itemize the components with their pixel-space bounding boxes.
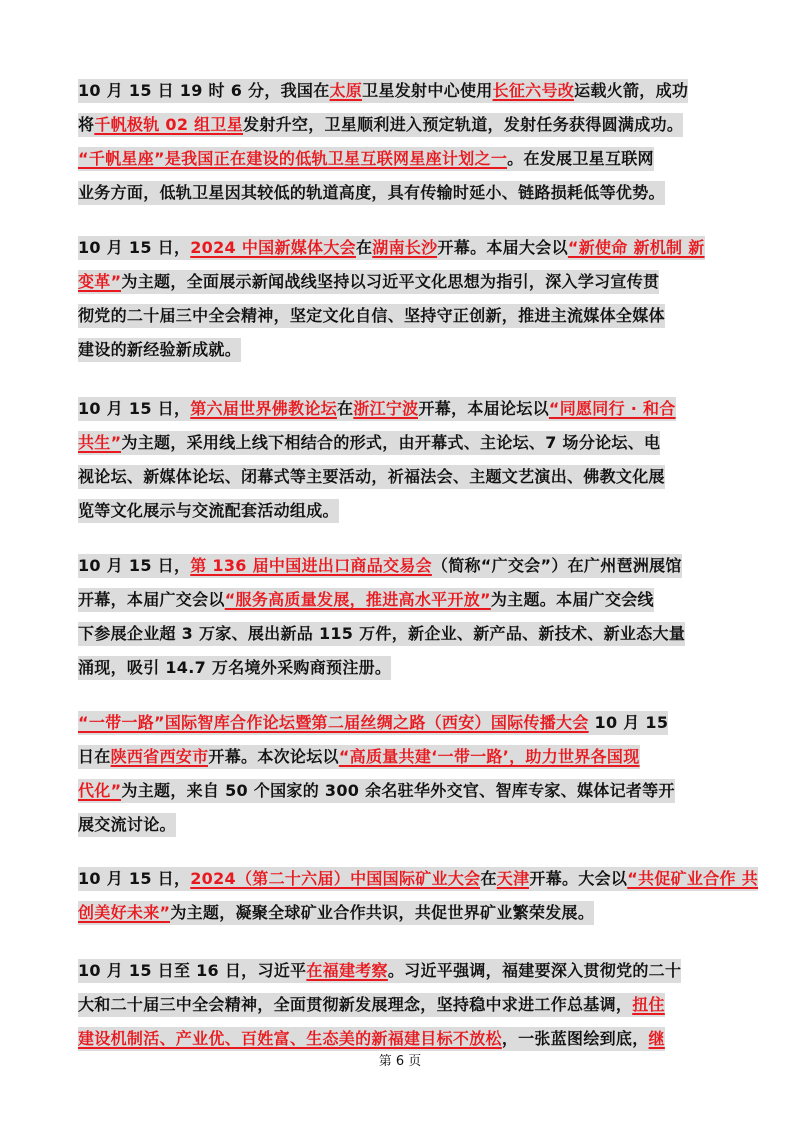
body-text: 开幕。大会以 xyxy=(529,867,627,891)
text-line xyxy=(78,896,726,930)
highlighted-keyword: “新使命 新机制 新 xyxy=(568,236,705,260)
body-text: 开幕，本届论坛以 xyxy=(418,397,548,421)
text-line xyxy=(78,808,726,842)
text-line xyxy=(78,426,726,460)
highlighted-keyword: 共生” xyxy=(78,431,121,455)
highlighted-keyword: “共促矿业合作 共 xyxy=(627,867,758,891)
body-text: ，一张蓝图绘到底， xyxy=(502,1027,649,1051)
text-line xyxy=(78,549,726,583)
text-line xyxy=(78,176,726,210)
body-text: 下参展企业超 3 万家、展出新品 115 万件，新企业、新产品、新技术、新业态大量 xyxy=(78,622,685,646)
text-line xyxy=(78,988,726,1022)
body-text: 为主题，采用线上线下相结合的形式，由开幕式、主论坛、7 场分论坛、电 xyxy=(121,431,660,455)
text-line xyxy=(78,774,726,808)
news-paragraph-4 xyxy=(78,549,726,685)
body-text: 10 月 15 日， xyxy=(78,236,190,260)
highlighted-keyword: 第六届世界佛教论坛 xyxy=(190,397,337,421)
highlighted-keyword: 代化” xyxy=(78,779,121,803)
body-text: 卫星发射中心使用 xyxy=(362,79,492,103)
text-line xyxy=(78,862,759,896)
body-text: 将 xyxy=(78,113,94,137)
news-paragraph-6 xyxy=(78,862,759,930)
body-text: 日在 xyxy=(78,745,111,769)
text-line xyxy=(78,740,726,774)
highlighted-keyword: 陕西省西安市 xyxy=(111,745,209,769)
text-line xyxy=(78,333,726,367)
body-text: 10 月 15 日， xyxy=(78,554,190,578)
news-paragraph-3 xyxy=(78,392,726,528)
body-text: 涌现，吸引 14.7 万名境外采购商预注册。 xyxy=(78,656,391,680)
text-line xyxy=(78,392,726,426)
page-number: 第 6 页 xyxy=(378,1054,422,1069)
body-text: 开幕。本届大会以 xyxy=(437,236,567,260)
text-line xyxy=(78,494,726,528)
body-text: 为主题，全面展示新闻战线坚持以习近平文化思想为指引，深入学习宣传贯 xyxy=(121,270,659,294)
highlighted-keyword: 浙江宁波 xyxy=(353,397,418,421)
text-line xyxy=(78,651,726,685)
highlighted-keyword: “同愿同行 · 和合 xyxy=(549,397,676,421)
body-text: 开幕，本届广交会以 xyxy=(78,588,225,612)
body-text: 10 月 15 日， xyxy=(78,397,190,421)
body-text: 大和二十届三中全会精神，全面贯彻新发展理念，坚持稳中求进工作总基调， xyxy=(78,993,632,1017)
text-line xyxy=(78,617,726,651)
text-line xyxy=(78,142,726,176)
highlighted-keyword: 2024（第二十六届）中国国际矿业大会 xyxy=(190,867,480,891)
body-text: 彻党的二十届三中全会精神，坚定文化自信、坚持守正创新，推进主流媒体全媒体 xyxy=(78,304,665,328)
text-line xyxy=(78,74,726,108)
news-paragraph-5 xyxy=(78,706,726,842)
text-line xyxy=(78,299,726,333)
body-text: 。习近平强调，福建要深入贯彻党的二十 xyxy=(388,959,681,983)
highlighted-keyword: “千帆星座”是我国正在建设的低轨卫星互联网星座计划之一 xyxy=(78,147,507,171)
body-text: 建设的新经验新成就。 xyxy=(78,338,241,362)
news-paragraph-2 xyxy=(78,231,726,367)
highlighted-keyword: 第 136 届中国进出口商品交易会 xyxy=(190,554,432,578)
text-line xyxy=(78,706,726,740)
highlighted-keyword: 千帆极轨 02 组卫星 xyxy=(94,113,243,137)
highlighted-keyword: 建设机制活、产业优、百姓富、生态美的新福建目标不放松 xyxy=(78,1027,502,1051)
body-text: 业务方面，低轨卫星因其较低的轨道高度，具有传输时延小、链路损耗低等优势。 xyxy=(78,181,665,205)
body-text: （简称“广交会”）在广州琶洲展馆 xyxy=(432,554,682,578)
highlighted-keyword: “一带一路”国际智库合作论坛暨第二届丝绸之路（西安）国际传播大会 xyxy=(78,711,589,735)
body-text: 10 月 15 日至 16 日，习近平 xyxy=(78,959,306,983)
body-text: 在 xyxy=(356,236,372,260)
highlighted-keyword: 创美好未来” xyxy=(78,901,170,925)
body-text: 运载火箭，成功 xyxy=(574,79,688,103)
highlighted-keyword: “服务高质量发展，推进高水平开放” xyxy=(225,588,491,612)
body-text: 开幕。本次论坛以 xyxy=(208,745,338,769)
text-line xyxy=(78,954,726,988)
highlighted-keyword: 太原 xyxy=(330,79,363,103)
highlighted-keyword: 天津 xyxy=(497,867,530,891)
highlighted-keyword: 变革” xyxy=(78,270,121,294)
body-text: 为主题。本届广交会线 xyxy=(491,588,654,612)
news-paragraph-1 xyxy=(78,74,726,210)
body-text: 在 xyxy=(337,397,353,421)
text-line xyxy=(78,231,726,265)
highlighted-keyword: 湖南长沙 xyxy=(372,236,437,260)
highlighted-keyword: 2024 中国新媒体大会 xyxy=(190,236,356,260)
body-text: 发射升空，卫星顺利进入预定轨道，发射任务获得圆满成功。 xyxy=(243,113,683,137)
body-text: 10 月 15 xyxy=(589,711,669,735)
body-text: 为主题，来自 50 个国家的 300 余名驻华外交官、智库专家、媒体记者等开 xyxy=(121,779,674,803)
highlighted-keyword: “高质量共建‘一带一路’，助力世界各国现 xyxy=(339,745,640,769)
text-line xyxy=(78,265,726,299)
highlighted-keyword: 长征六号改 xyxy=(493,79,575,103)
body-text: 视论坛、新媒体论坛、闭幕式等主要活动，祈福法会、主题文艺演出、佛教文化展 xyxy=(78,465,665,489)
body-text: 10 月 15 日 19 时 6 分，我国在 xyxy=(78,79,330,103)
body-text: 。在发展卫星互联网 xyxy=(507,147,654,171)
text-line xyxy=(78,108,726,142)
text-line xyxy=(78,460,726,494)
text-line xyxy=(78,583,726,617)
highlighted-keyword: 在福建考察 xyxy=(306,959,388,983)
body-text: 展交流讨论。 xyxy=(78,813,176,837)
highlighted-keyword: 继 xyxy=(649,1027,665,1051)
body-text: 在 xyxy=(480,867,496,891)
body-text: 10 月 15 日， xyxy=(78,867,190,891)
body-text: 为主题，凝聚全球矿业合作共识，共促世界矿业繁荣发展。 xyxy=(170,901,594,925)
highlighted-keyword: 扭住 xyxy=(632,993,665,1017)
news-paragraph-7 xyxy=(78,954,726,1056)
body-text: 览等文化展示与交流配套活动组成。 xyxy=(78,499,339,523)
